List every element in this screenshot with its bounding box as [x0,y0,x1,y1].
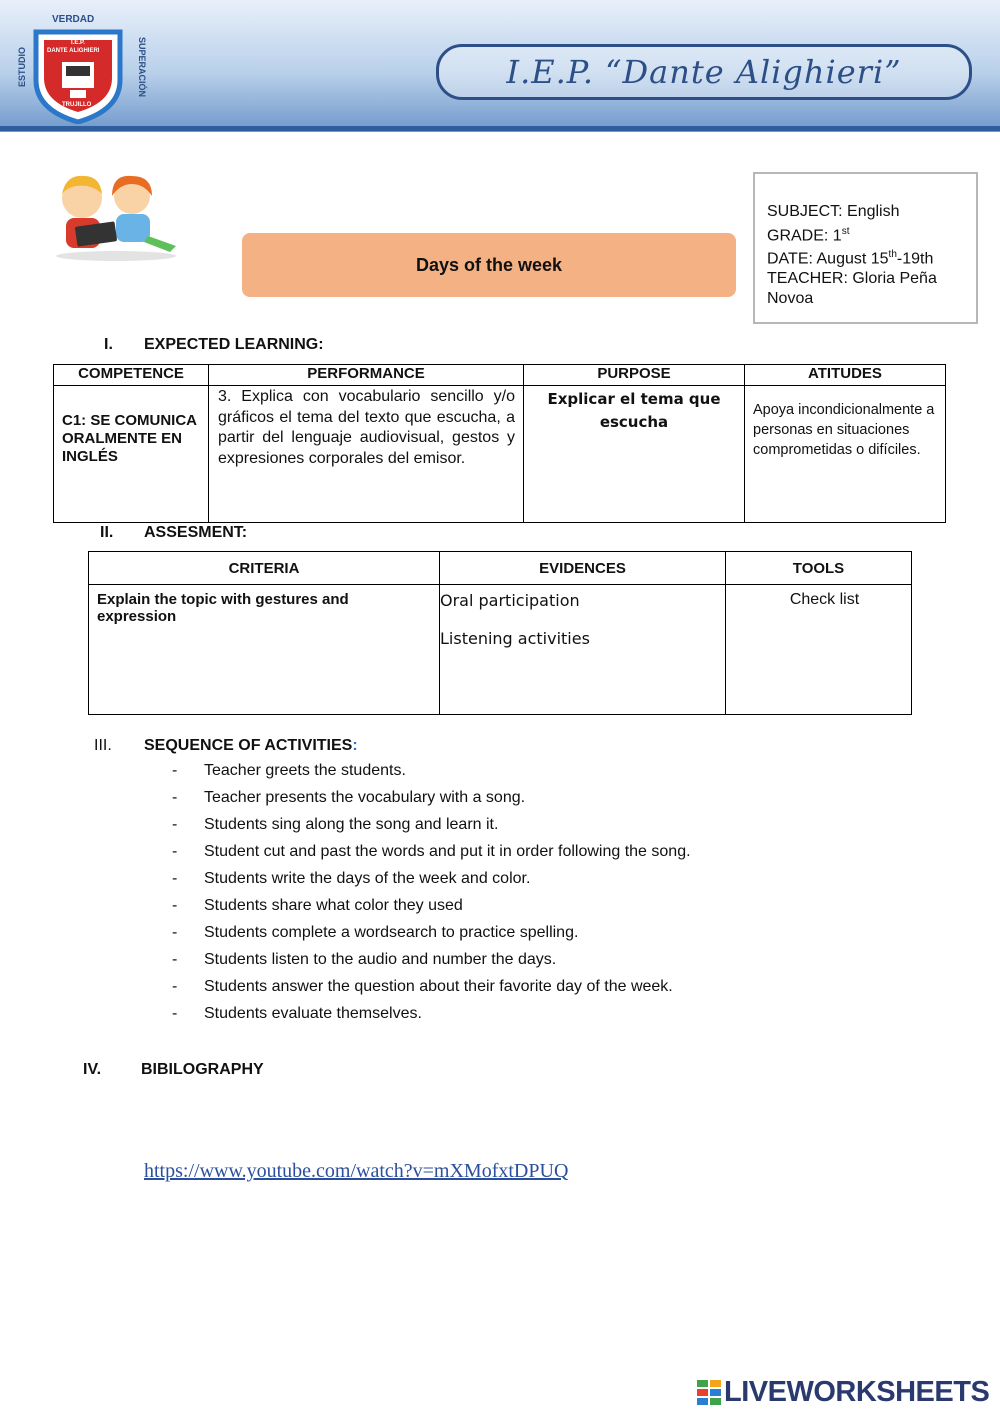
lesson-info-box [753,172,978,324]
list-item: - Students complete a wordsearch to practice spelling. [172,924,579,941]
teacher-line: TEACHER: Gloria Peña Novoa [767,270,937,307]
school-title: I.E.P. “Dante Alighieri” [506,53,902,91]
column-header-performance: PERFORMANCE [209,365,524,386]
bibliography-link[interactable]: https://www.youtube.com/watch?v=mXMofxtDPUQ [144,1160,569,1182]
lesson-title-banner [242,233,736,297]
list-item: - Students sing along the song and learn it. [172,816,499,833]
column-header-tools: TOOLS [726,552,912,585]
activities-list [172,762,872,1032]
section-3-heading: III. SEQUENCE OF ACTIVITIES: [94,737,358,754]
school-title-frame [436,44,972,100]
lesson-title: Days of the week [415,254,563,275]
purpose-cell: Explicar el tema que escucha [524,386,745,523]
crest-left-text: ESTUDIO [17,46,28,88]
evidence-item: Listening activities [440,629,590,648]
crest-inner-text-2: DANTE ALIGHIERI [47,48,100,54]
tools-cell: Check list [726,585,912,715]
column-header-criteria: CRITERIA [89,552,440,585]
school-crest [14,10,154,122]
list-item: - Student cut and past the words and put it in order following the song. [172,843,691,860]
kids-reading-illustration [52,170,180,262]
list-item: - Students listen to the audio and number the days. [172,951,557,968]
column-header-evidences: EVIDENCES [440,552,726,585]
column-header-attitudes: ATITUDES [745,365,946,386]
grade-line: GRADE: 1st [767,225,850,244]
column-header-purpose: PURPOSE [524,365,745,386]
list-item: - Students evaluate themselves. [172,1005,422,1022]
section-4-heading: IV. BIBILOGRAPHY [83,1061,264,1078]
header-divider [0,126,1000,131]
list-item: - Students share what color they used [172,897,463,914]
liveworksheets-brand: LIVEWORKSHEETS [724,1376,990,1408]
subject-line: SUBJECT: English [767,203,900,220]
attitudes-cell: Apoya incondicionalmente a personas en situaciones comprometidas o difíciles. [745,386,946,523]
list-item: - Students write the days of the week and color. [172,870,531,887]
evidences-cell [440,585,726,715]
column-header-competence: COMPETENCE [54,365,209,386]
date-line: DATE: August 15th-19th [767,249,934,268]
list-item: - Teacher greets the students. [172,762,406,779]
section-1-heading: I. EXPECTED LEARNING: [104,336,324,353]
evidence-item: Oral participation [440,591,580,610]
liveworksheets-logo [697,1376,989,1409]
competence-cell: C1: SE COMUNICA ORALMENTE EN INGLÉS [54,386,209,523]
list-item: - Students answer the question about their favorite day of the week. [172,978,673,995]
crest-right-text: SUPERACIÓN [137,36,148,98]
expected-learning-table [53,364,946,523]
list-item: - Teacher presents the vocabulary with a song. [172,789,526,806]
crest-bottom-text: TRUJILLO [62,102,92,108]
liveworksheets-logo-icon [697,1380,721,1406]
section-2-heading: II. ASSESMENT: [100,524,248,541]
crest-top-text: VERDAD [52,14,95,25]
assessment-table [88,551,912,715]
criteria-cell: Explain the topic with gestures and expression [89,585,440,715]
performance-cell: 3. Explica con vocabulario sencillo y/o gráficos el tema del texto que escucha, a partir del lenguaje audiovisual, gestos y expresiones corporales del emisor. [209,386,524,523]
crest-inner-text-1: I.E.P. [71,40,85,46]
